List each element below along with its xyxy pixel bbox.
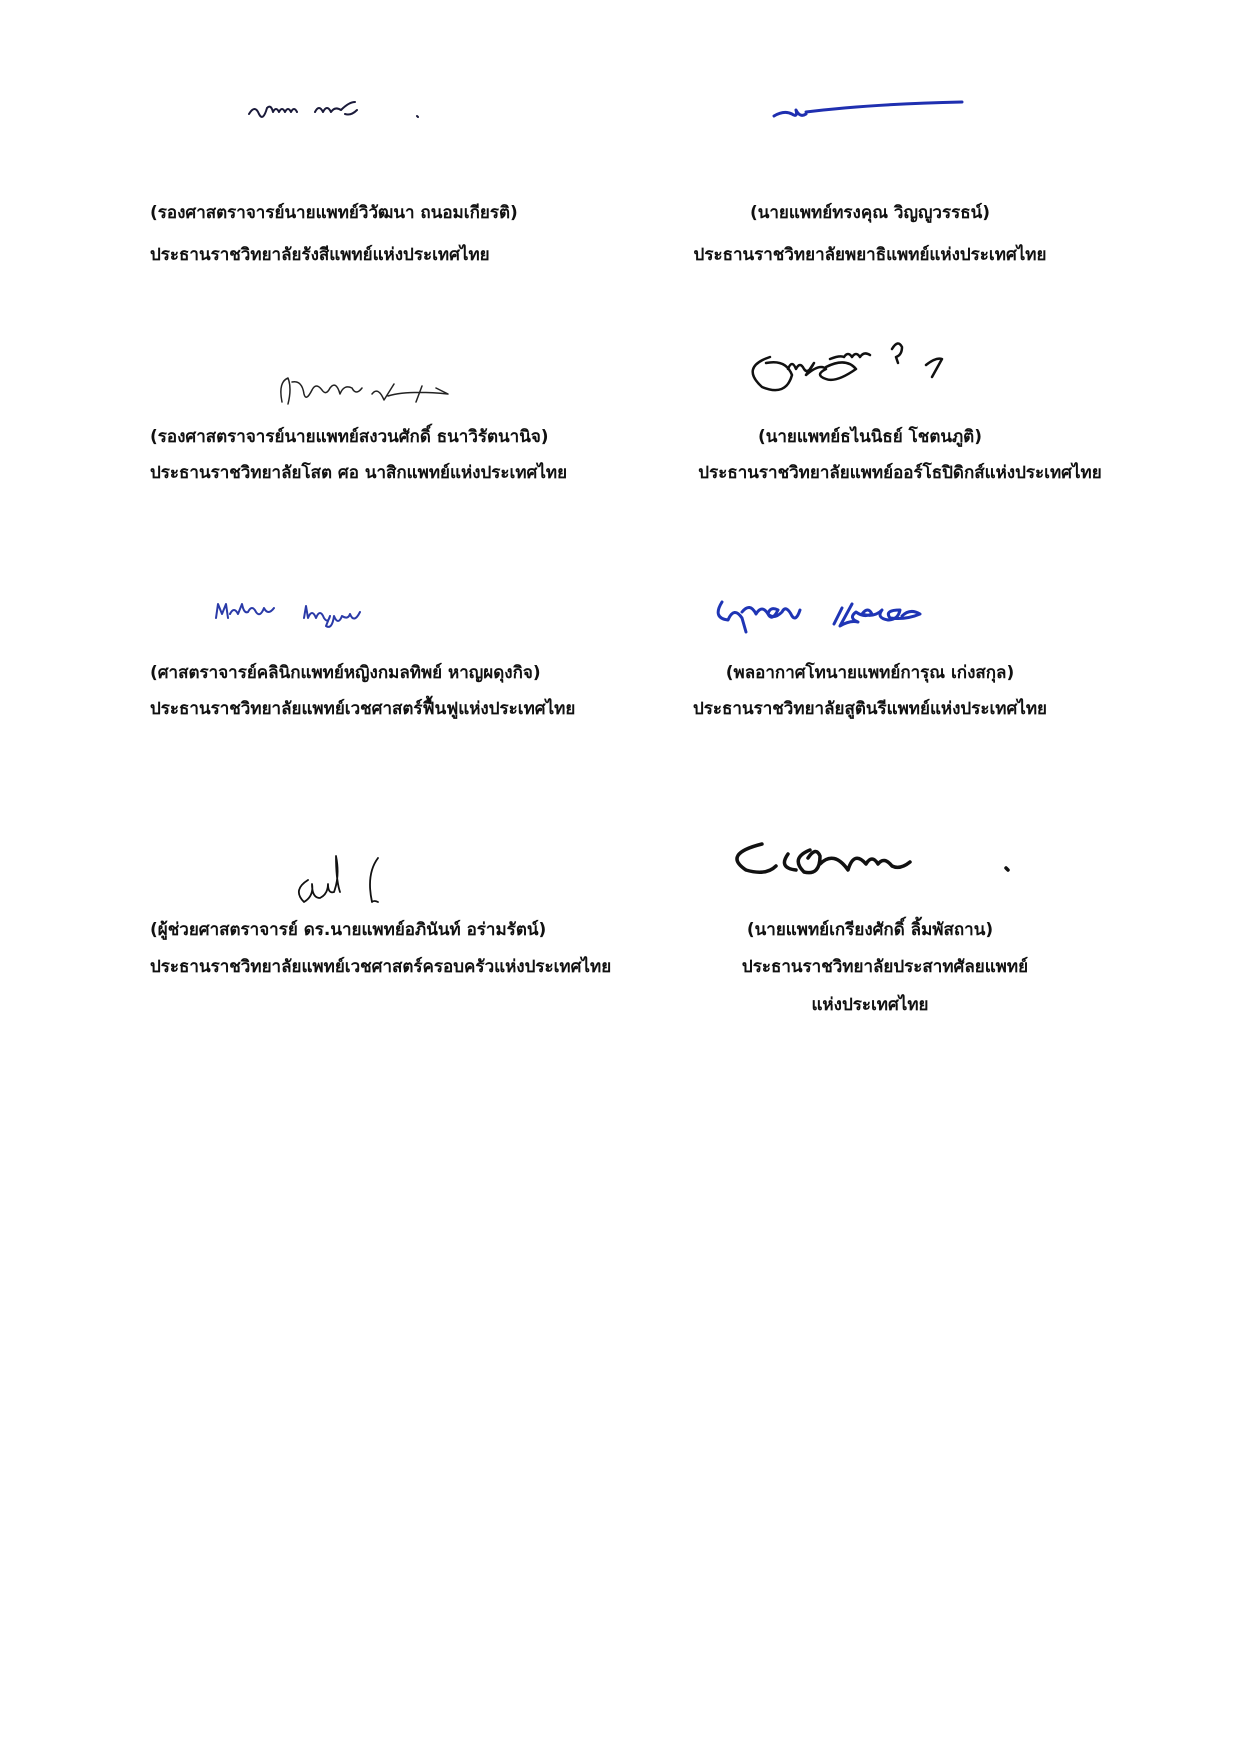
signatory-position: ประธานราชวิทยาลัยสูตินรีแพทย์แห่งประเทศไทย: [693, 699, 1047, 719]
signatory-name: (ผู้ช่วยศาสตราจารย์ ดร.นายแพทย์อภินันท์ อร่ามรัตน์): [150, 920, 547, 940]
signature-1: [245, 96, 425, 124]
signatory-name: (ศาสตราจารย์คลินิกแพทย์หญิงกมลทิพย์ หาญผดุงกิจ): [150, 663, 541, 683]
signature-4: [740, 335, 970, 403]
signatory-position: ประธานราชวิทยาลัยแพทย์เวชศาสตร์ฟื้นฟูแห่งประเทศไทย: [150, 699, 576, 719]
signatory-name: (พลอากาศโทนายแพทย์การุณ เก่งสกุล): [725, 663, 1015, 683]
signatory-name: (นายแพทย์เกรียงศักดิ์ ลิ้มพัสถาน): [746, 920, 994, 940]
signatory-position: ประธานราชวิทยาลัยแพทย์ออร์โธปิดิกส์แห่งประเทศไทย: [698, 463, 1102, 483]
signature-2: [770, 96, 970, 126]
signatory-position: ประธานราชวิทยาลัยโสต ศอ นาสิกแพทย์แห่งประเทศไทย: [150, 463, 568, 483]
signatory-position: ประธานราชวิทยาลัยพยาธิแพทย์แห่งประเทศไทย: [693, 245, 1047, 265]
signature-6: [712, 586, 1017, 638]
signature-7: [288, 850, 408, 910]
signatory-name: (รองศาสตราจารย์นายแพทย์สงวนศักดิ์ ธนาวิรัตนานิจ): [150, 427, 549, 447]
signatory-position: ประธานราชวิทยาลัยแพทย์เวชศาสตร์ครอบครัวแห่งประเทศไทย: [150, 957, 612, 977]
signature-5: [212, 594, 442, 628]
signatory-name: (นายแพทย์ธไนนิธย์ โชตนภูติ): [758, 427, 982, 447]
signature-8: [722, 834, 1027, 892]
signatory-position: ประธานราชวิทยาลัยประสาทศัลยแพทย์: [741, 957, 1029, 977]
signatory-name: (นายแพทย์ทรงคุณ วิญญูวรรธน์): [749, 203, 991, 223]
signatory-name: (รองศาสตราจารย์นายแพทย์วิวัฒนา ถนอมเกียรติ): [150, 203, 518, 223]
signatory-position-continued: แห่งประเทศไทย: [811, 995, 929, 1015]
signatory-position: ประธานราชวิทยาลัยรังสีแพทย์แห่งประเทศไทย: [150, 245, 490, 265]
signature-3: [272, 372, 457, 414]
